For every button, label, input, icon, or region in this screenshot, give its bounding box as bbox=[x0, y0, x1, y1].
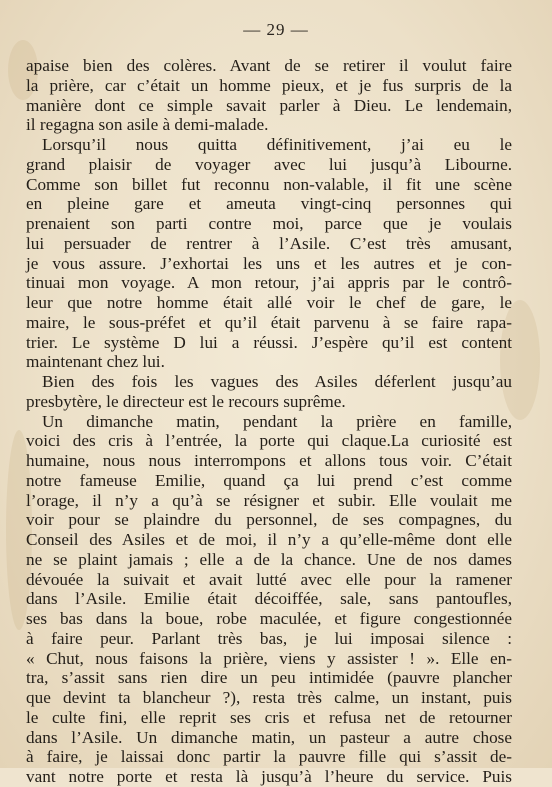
text-line: tra, s’assit sans rien dire un peu intimidée (pauvre plancher bbox=[26, 668, 512, 688]
text-line: notre fameuse Emilie, quand ça lui prend c’est comme bbox=[26, 470, 512, 490]
text-line: leur que notre homme était allé voir le chef de gare, le bbox=[26, 293, 512, 312]
text-line: dans l’Asile. Emilie était décoiffée, sale, sans pantoufles, bbox=[26, 589, 512, 609]
text-line: trier. Le système D lui a réussi. J’espère qu’il est content bbox=[26, 332, 512, 352]
text-line: Bien des fois les vagues des Asiles déferlent jusqu’au bbox=[42, 372, 512, 391]
text-line: en pleine gare et ameuta vingt-cinq personnes qui bbox=[26, 194, 512, 214]
text-line: dévouée la suivait et avait lutté avec elle pour la ramener bbox=[26, 569, 512, 589]
text-line: Comme son billet fut reconnu non-valable, il fit une scène bbox=[26, 174, 512, 194]
text-line: tinuai mon voyage. A mon retour, j’ai appris par le contrô- bbox=[26, 273, 512, 293]
text-line: presbytère, le directeur est le recours suprême. bbox=[26, 391, 346, 411]
text-line: humaine, nous nous interrompons et allons tous voir. C’était bbox=[26, 451, 512, 470]
text-line: ne se plaint jamais ; elle a de la chance. Une de nos dames bbox=[26, 549, 512, 569]
text-line: à faire, je laissai donc partir la pauvre fille qui s’assit de- bbox=[26, 747, 512, 767]
text-line: Lorsqu’il nous quitta définitivement, j’ai eu le bbox=[42, 135, 512, 154]
page-number: — 29 — bbox=[243, 20, 309, 39]
text-line: l’orage, il n’y a qu’à se résigner et subir. Elle voulait me bbox=[26, 490, 512, 510]
text-line: Conseil des Asiles et de moi, il n’y a qu’elle-même dont elle bbox=[26, 530, 512, 549]
text-line: grand plaisir de voyager avec lui jusqu’à Libourne. bbox=[26, 154, 512, 174]
text-line: apaise bien des colères. Avant de se retirer il voulut faire bbox=[26, 56, 512, 75]
text-line: voir pour se plaindre du personnel, de ses compagnes, du bbox=[26, 510, 512, 530]
text-line: dans l’Asile. Un dimanche matin, un pasteur a autre chose bbox=[26, 727, 512, 747]
body-text bbox=[26, 56, 512, 787]
text-line: à faire peur. Parlant très bas, je lui imposai silence : bbox=[26, 628, 512, 648]
text-line: maintenant chez lui. bbox=[26, 352, 165, 372]
text-line: que devint ta blancheur ?), resta très calme, un instant, puis bbox=[26, 688, 512, 707]
text-line: voici des cris à l’entrée, la porte qui claque.La curiosité est bbox=[26, 431, 512, 451]
text-line: le culte fini, elle reprit ses cris et refusa net de retourner bbox=[26, 707, 512, 727]
text-line: il regagna son asile à demi-malade. bbox=[26, 115, 269, 135]
text-line: manière dont ce simple savait parler à Dieu. Le lendemain, bbox=[26, 95, 512, 115]
text-line: ses bas dans la boue, robe maculée, et figure congestionnée bbox=[26, 609, 512, 628]
text-line: « Chut, nous faisons la prière, viens y assister ! ». Elle en- bbox=[26, 648, 512, 668]
text-line: vant notre porte et resta là jusqu’à l’heure du service. Puis bbox=[26, 767, 512, 786]
text-line: lui persuader de rentrer à l’Asile. C’est très amusant, bbox=[26, 233, 512, 253]
text-line: Un dimanche matin, pendant la prière en famille, bbox=[42, 411, 512, 431]
text-line: maire, le sous-préfet et qu’il était parvenu à se faire rapa- bbox=[26, 312, 512, 332]
text-line: la prière, car c’était un homme pieux, et je fus surpris de la bbox=[26, 75, 512, 95]
text-line: je vous assure. J’exhortai les uns et les autres et je con- bbox=[26, 253, 512, 273]
text-line: prenaient son parti contre moi, parce que je voulais bbox=[26, 214, 512, 233]
